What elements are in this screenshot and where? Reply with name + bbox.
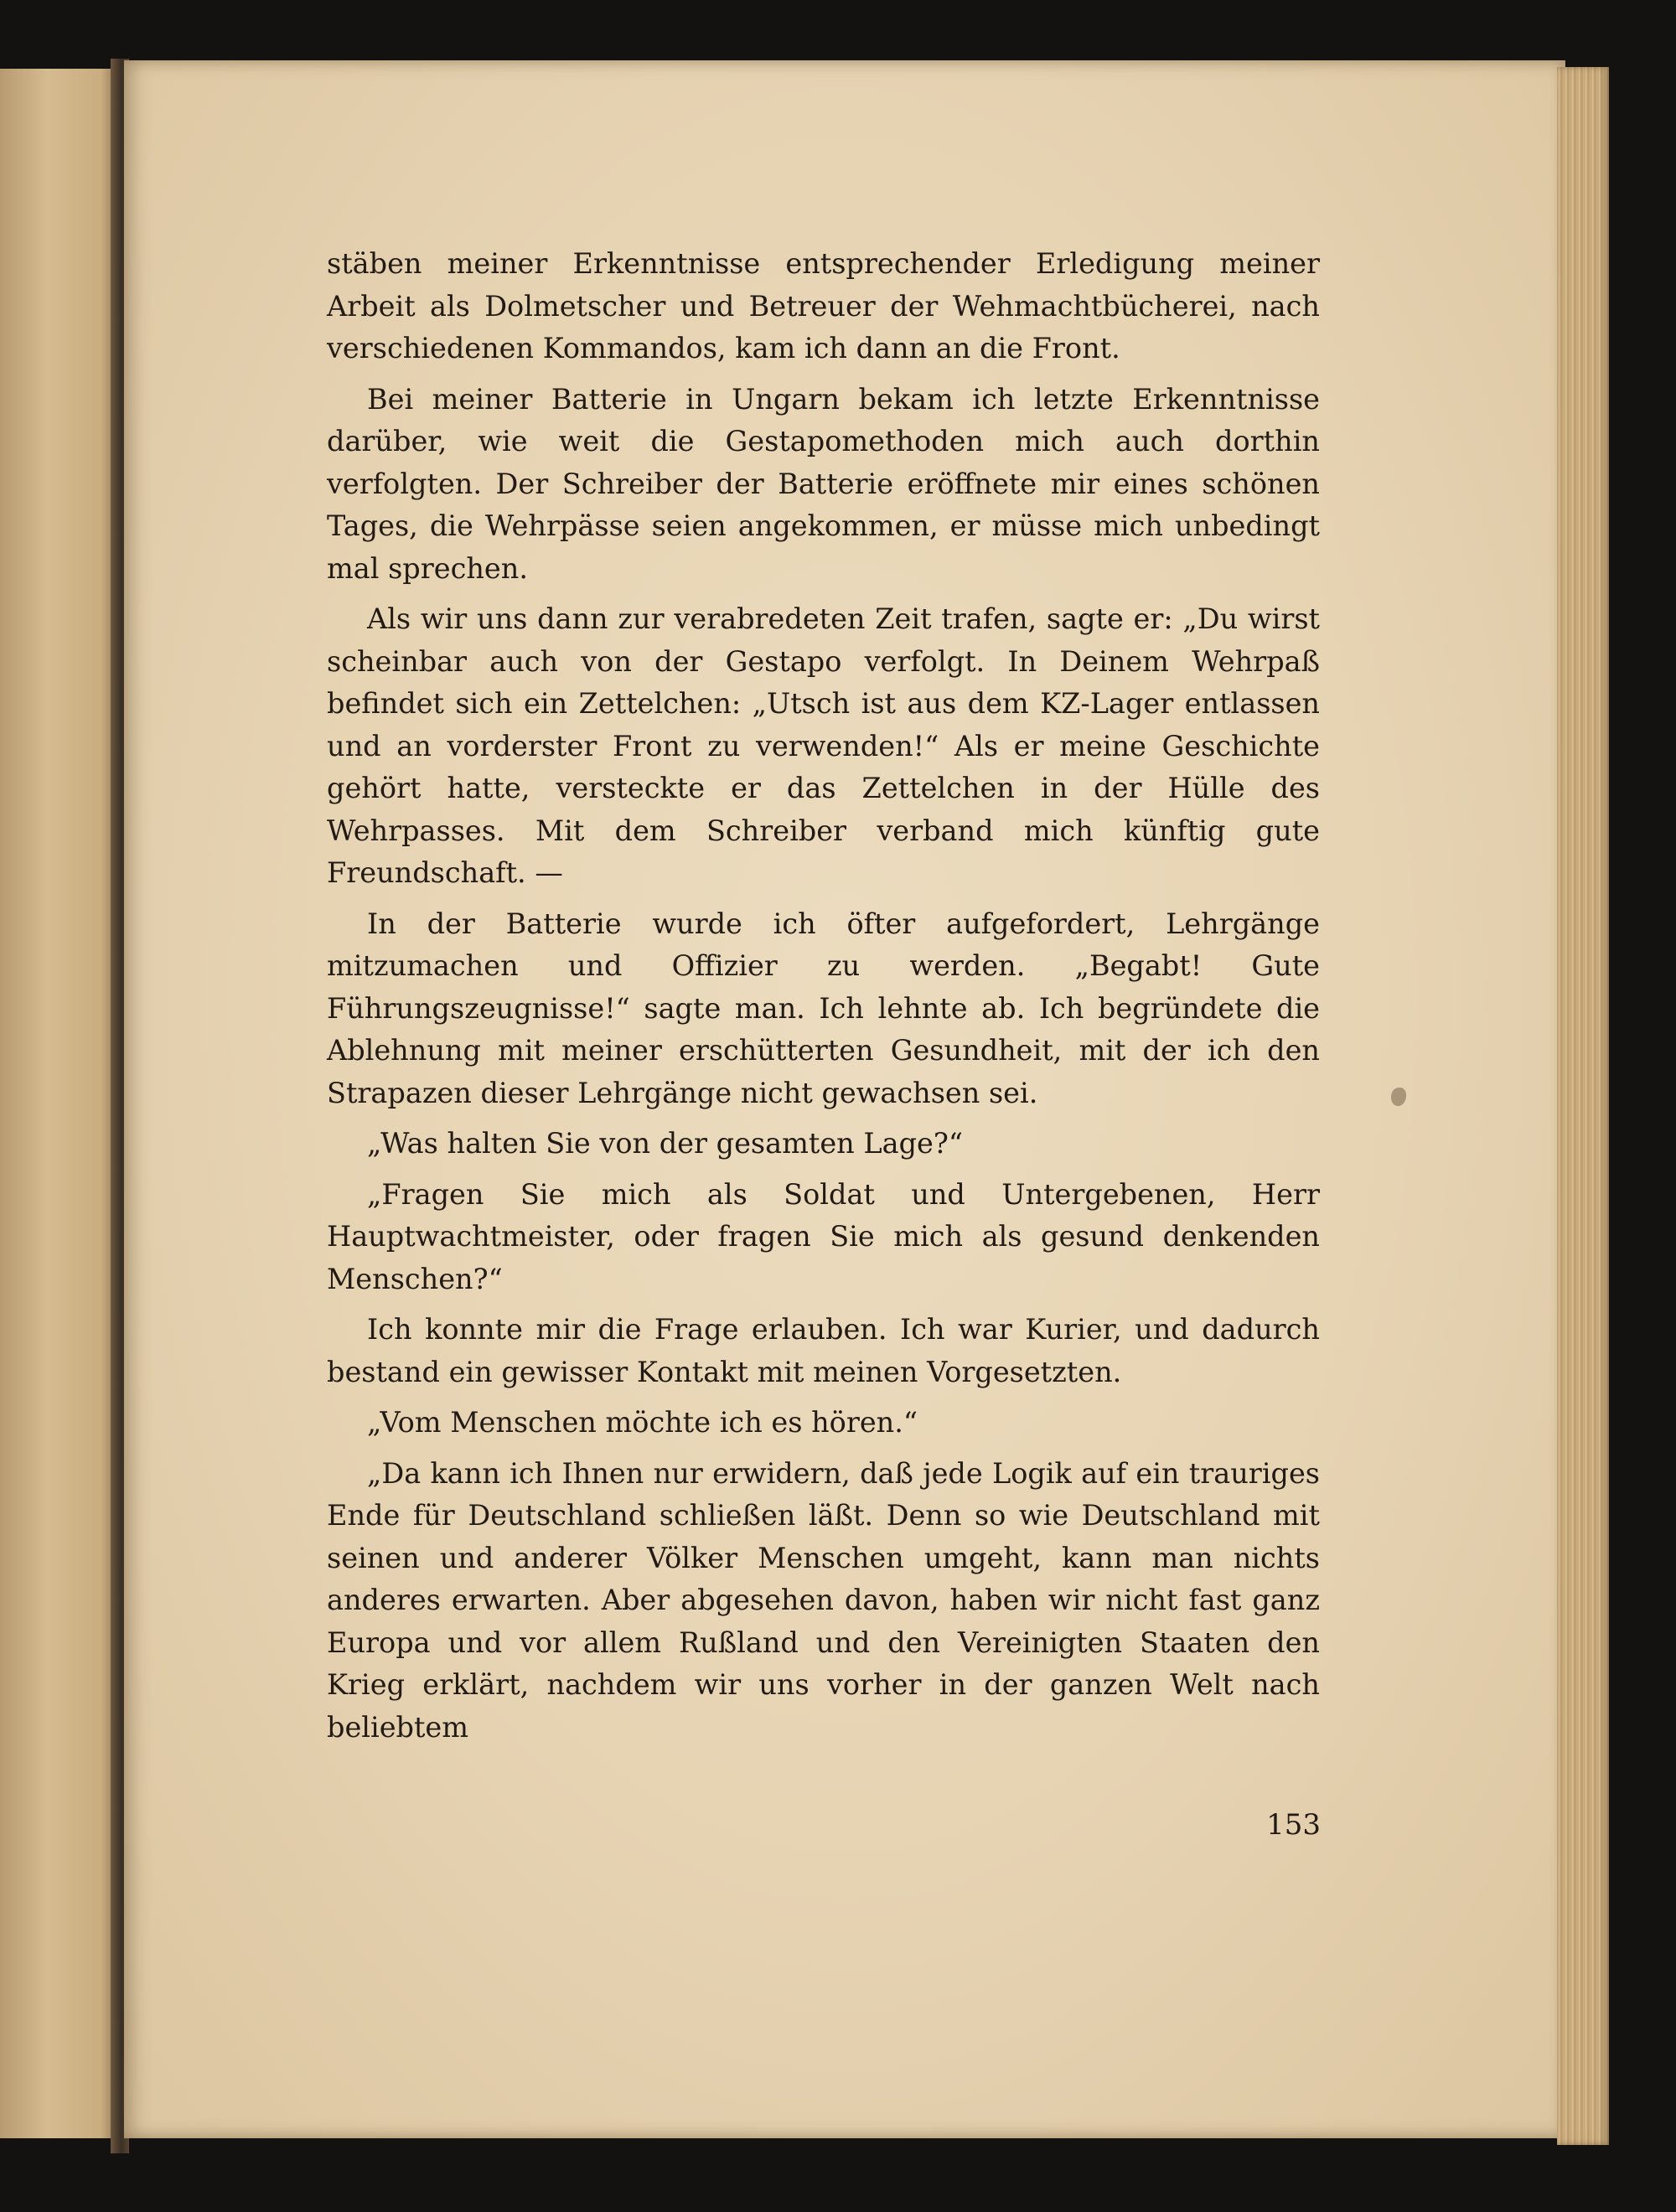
left-page-edge <box>0 69 119 2138</box>
paragraph: „Fragen Sie mich als Soldat und Untergebenen, Herr Hauptwachtmeister, oder fragen Sie mich als gesund denkenden Menschen?“ <box>327 1177 1320 1295</box>
page-stack-edge <box>1557 67 1609 2145</box>
paragraph: Ich konnte mir die Frage erlauben. Ich war Kurier, und dadurch bestand ein gewisser Kontakt mit meinen Vorgesetzten. <box>327 1313 1320 1388</box>
paragraph: stäben meiner Erkenntnisse entsprechender Erledigung meiner Arbeit als Dolmetscher und Betreuer der Wehmachtbücherei, nach verschiedenen Kommandos, kam ich dann an die Front. <box>327 247 1320 364</box>
page-number: 153 <box>1266 1808 1321 1842</box>
paragraph: „Da kann ich Ihnen nur erwidern, daß jede Logik auf ein trauriges Ende für Deutschland schließen läßt. Denn so wie Deutschland mit seinen und anderer Völker Menschen umgeht, kann man nichts anderes erwarten. Aber abgesehen davon, haben wir nicht fast ganz Europa und vor allem Rußland und den Vereinigten Staaten den Krieg erklärt, nachdem wir uns vorher in der ganzen Welt nach beliebtem <box>327 1456 1320 1744</box>
paragraph: In der Batterie wurde ich öfter aufgefordert, Lehrgänge mitzumachen und Offizier zu werden. „Begabt! Gute Führungszeugnisse!“ sagte man. Ich lehnte ab. Ich begründete die Ablehnung mit meiner erschütterten Gesundheit, mit der ich den Strapazen dieser Lehrgänge nicht gewachsen sei. <box>327 907 1320 1109</box>
paragraph: Als wir uns dann zur verabredeten Zeit trafen, sagte er: „Du wirst scheinbar auch von der Gestapo verfolgt. In Deinem Wehrpaß befindet sich ein Zettelchen: „Utsch ist aus dem KZ-Lager entlassen und an vorderster Front zu verwenden!“ Als er meine Geschichte gehört hatte, versteckte er das Zettelchen in der Hülle des Wehrpasses. Mit dem Schreiber verband mich künftig gute Freundschaft. — <box>327 602 1320 889</box>
body-text <box>327 243 1320 1757</box>
paragraph: „Was halten Sie von der gesamten Lage?“ <box>367 1127 963 1160</box>
paragraph: „Vom Menschen möchte ich es hören.“ <box>367 1406 918 1439</box>
paragraph: Bei meiner Batterie in Ungarn bekam ich letzte Erkenntnisse darüber, wie weit die Gestapomethoden mich auch dorthin verfolgten. Der Schreiber der Batterie eröffnete mir eines schönen Tages, die Wehrpässe seien angekommen, er müsse mich unbedingt mal sprechen. <box>327 382 1320 585</box>
